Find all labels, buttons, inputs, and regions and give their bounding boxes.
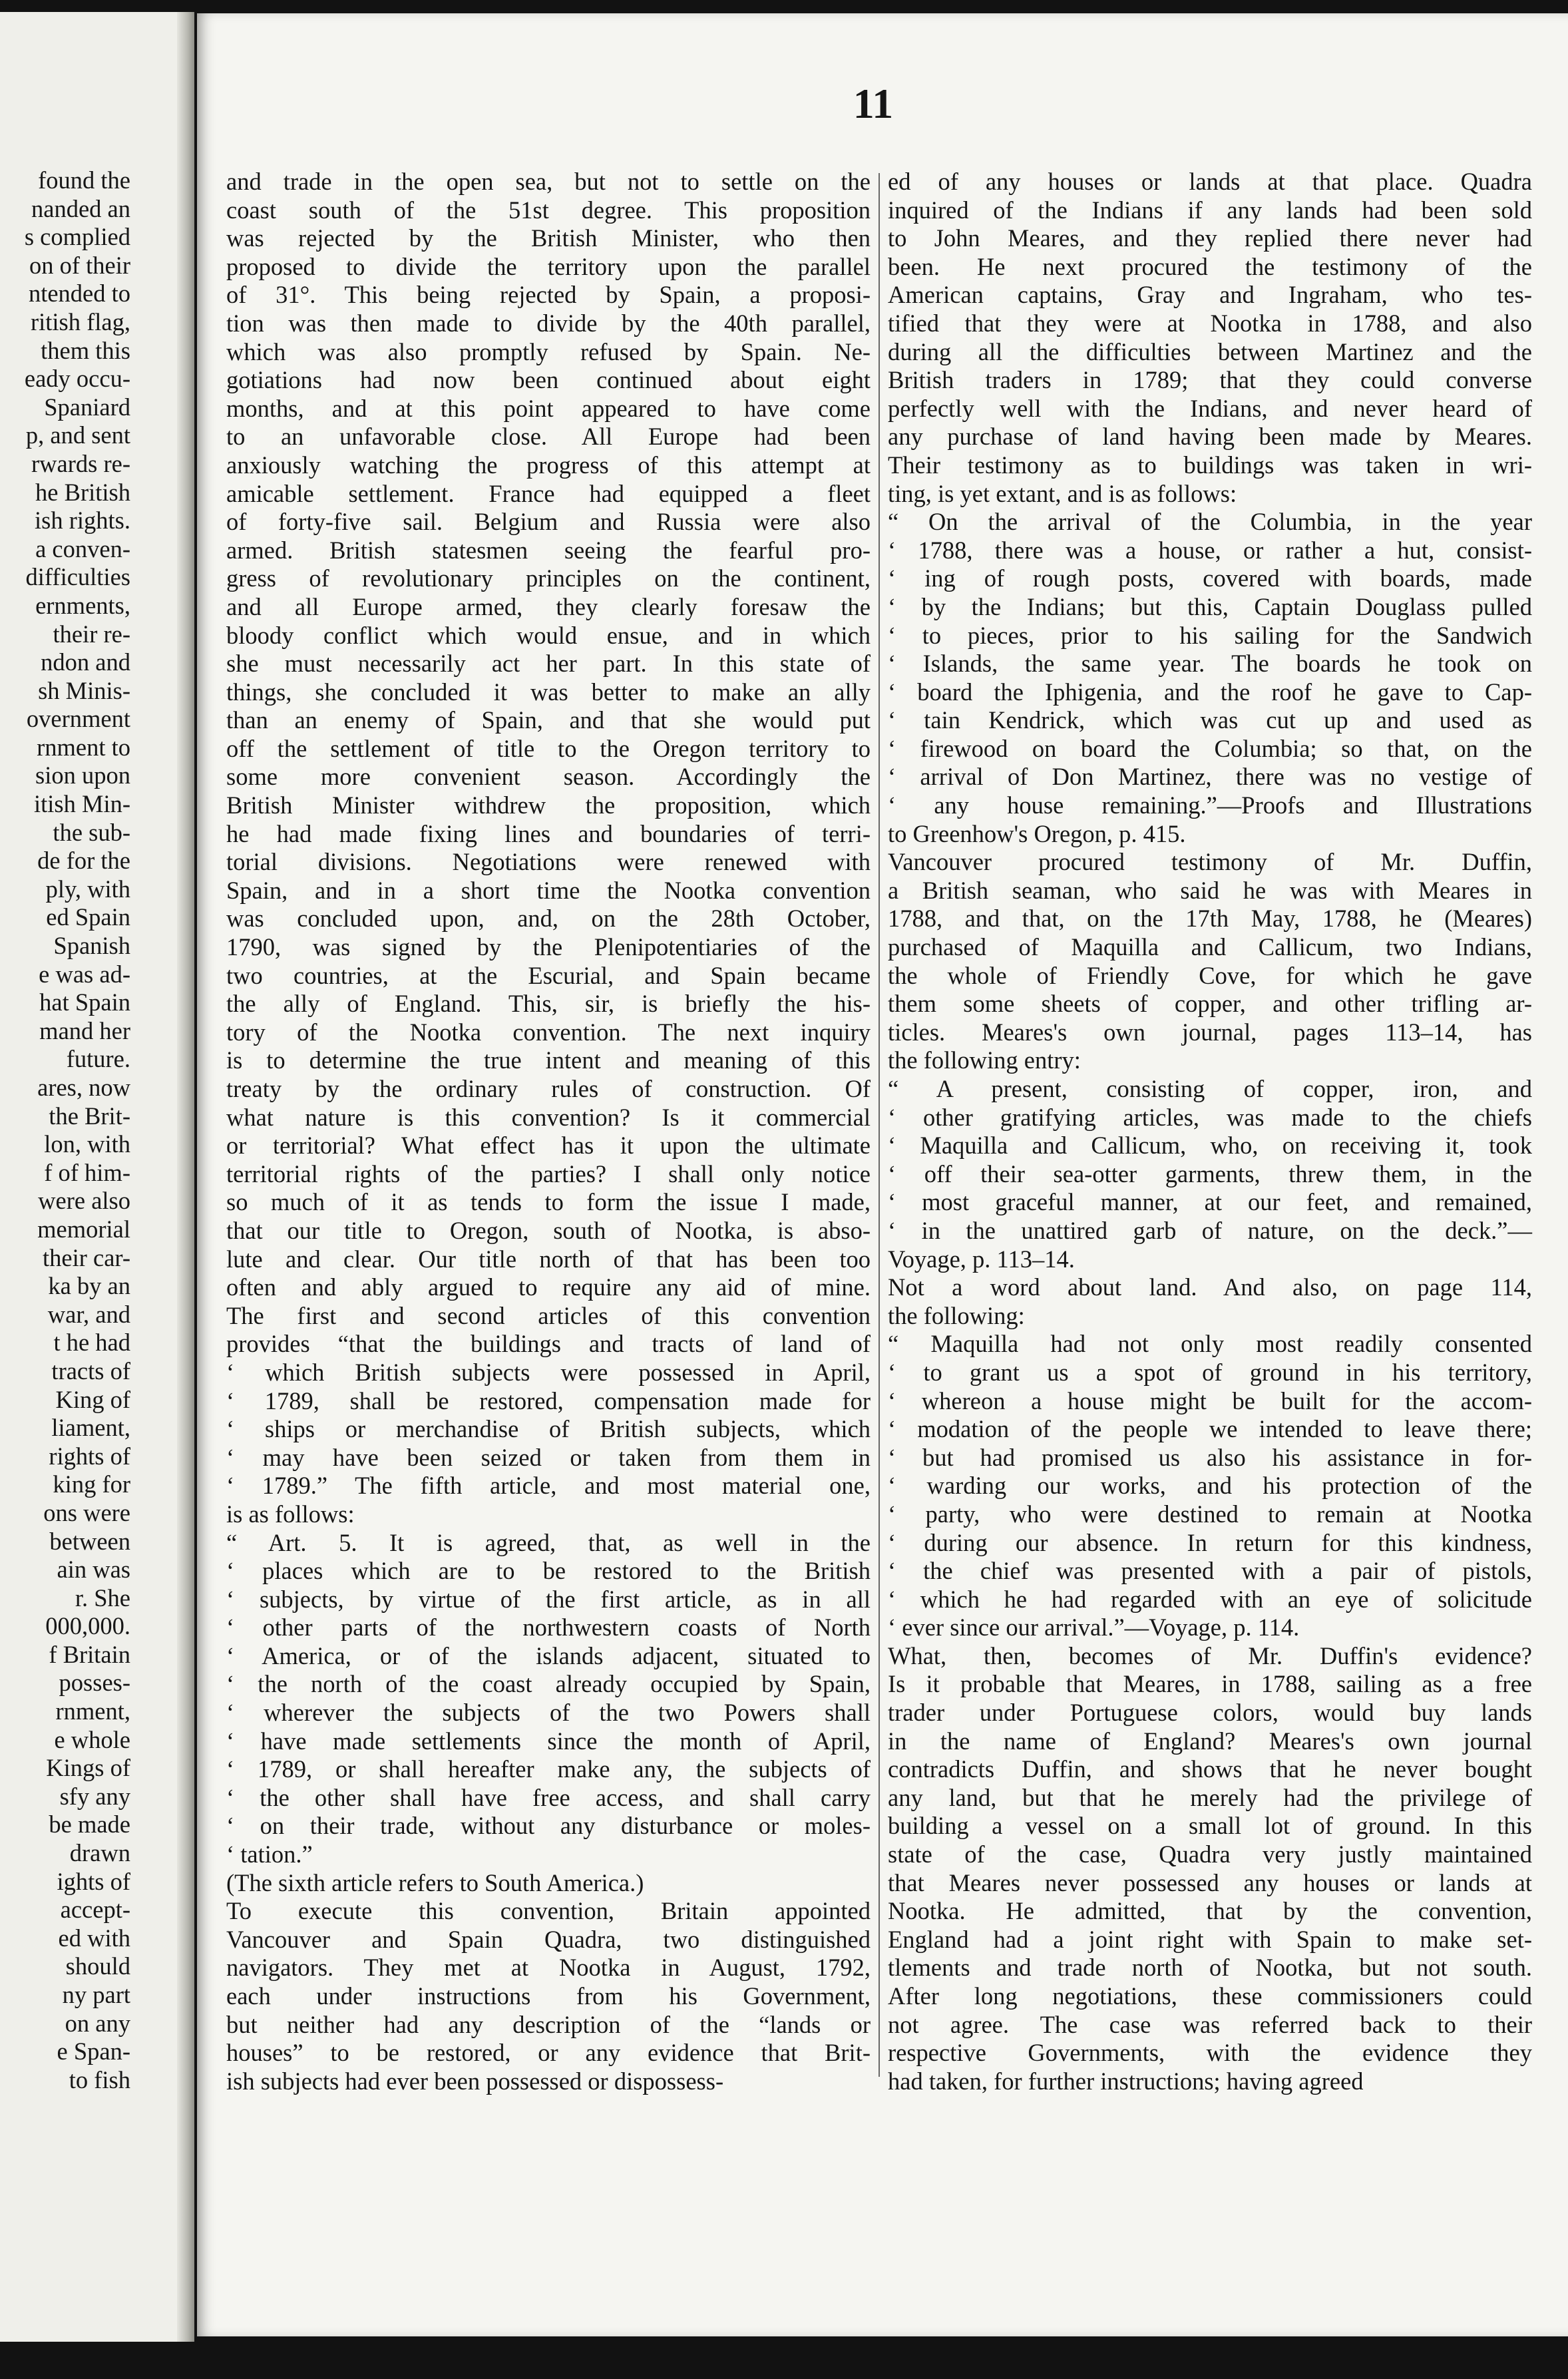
- fragment-line: sh Minis-: [38, 676, 130, 704]
- text-line: respective Governments, with the evidence they: [888, 2039, 1532, 2067]
- fragment-line: e whole: [54, 1725, 130, 1753]
- text-line: American captains, Gray and Ingraham, who tes-: [888, 281, 1532, 309]
- text-line: ‘ board the Iphigenia, and the roof he gave to Cap-: [888, 678, 1532, 706]
- right-column: [888, 168, 1532, 2095]
- fragment-line: ed Spain: [46, 903, 130, 931]
- fragment-line: the Brit-: [49, 1102, 130, 1130]
- fragment-line: e Span-: [57, 2038, 130, 2065]
- text-line: ‘ modation of the people we intended to leave there;: [888, 1415, 1532, 1443]
- text-line: or territorial? What effect has it upon the ultimate: [226, 1132, 871, 1160]
- text-line: ‘ subjects, by virtue of the first article, as in all: [226, 1585, 871, 1613]
- fragment-line: lon, with: [44, 1130, 130, 1158]
- text-line: been. He next procured the testimony of the: [888, 252, 1532, 280]
- text-line: contradicts Duffin, and shows that he never bought: [888, 1755, 1532, 1783]
- text-line: ‘ other gratifying articles, was made to the chiefs: [888, 1103, 1532, 1131]
- text-line: ‘ party, who were destined to remain at Nootka: [888, 1500, 1532, 1528]
- text-line: ‘ which he had regarded with an eye of solicitude: [888, 1585, 1532, 1613]
- text-line: two countries, at the Escurial, and Spain became: [226, 961, 871, 989]
- text-line: in the name of England? Meares's own journal: [888, 1727, 1532, 1755]
- text-line: “ Maquilla had not only most readily consented: [888, 1330, 1532, 1358]
- fragment-line: e was ad-: [39, 960, 130, 988]
- fragment-line: p, and sent: [25, 421, 130, 449]
- text-line: the following entry:: [888, 1046, 1081, 1074]
- text-line: What, then, becomes of Mr. Duffin's evidence?: [888, 1641, 1532, 1669]
- fragment-line: ain was: [57, 1556, 130, 1584]
- text-line: the following:: [888, 1301, 1025, 1329]
- text-line: so much of it as tends to form the issue I made,: [226, 1188, 871, 1216]
- text-line: any land, but that he merely had the privilege of: [888, 1783, 1532, 1811]
- text-line: of forty-five sail. Belgium and Russia were also: [226, 508, 871, 536]
- fragment-line: a conven-: [35, 535, 130, 562]
- left-column: [226, 168, 871, 2095]
- fragment-line: King of: [55, 1385, 130, 1413]
- fragment-line: ares, now: [37, 1074, 130, 1101]
- text-line: ‘ tation.”: [226, 1840, 313, 1868]
- text-line: them some sheets of copper, and other trifling ar-: [888, 990, 1532, 1018]
- text-line: ‘ by the Indians; but this, Captain Douglass pulled: [888, 592, 1532, 620]
- text-line: the whole of Friendly Cove, for which he gave: [888, 961, 1532, 989]
- text-line: Vancouver and Spain Quadra, two distinguished: [226, 1925, 871, 1953]
- text-line: ‘ Maquilla and Callicum, who, on receiving it, took: [888, 1132, 1532, 1160]
- fragment-line: posses-: [59, 1669, 130, 1697]
- text-line: torial divisions. Negotiations were renewed with: [226, 848, 871, 876]
- text-line: that Meares never possessed any houses or lands at: [888, 1868, 1532, 1896]
- fragment-line: liament,: [51, 1414, 130, 1442]
- text-line: ‘ during our absence. In return for this kindness,: [888, 1528, 1532, 1556]
- fragment-line: tracts of: [51, 1357, 130, 1385]
- text-line: which was also promptly refused by Spain. Ne-: [226, 337, 871, 365]
- text-line: provides “that the buildings and tracts of land of: [226, 1330, 871, 1358]
- text-line: ‘ ing of rough posts, covered with boards, made: [888, 564, 1532, 592]
- fragment-line: ndon and: [41, 648, 130, 676]
- text-line: ‘ have made settlements since the month of April,: [226, 1727, 871, 1755]
- text-line: Not a word about land. And also, on page 114,: [888, 1273, 1532, 1301]
- text-line: ‘ firewood on board the Columbia; so that, on the: [888, 734, 1532, 762]
- text-line: often and ably argued to require any aid of mine.: [226, 1273, 871, 1301]
- text-line: Vancouver procured testimony of Mr. Duffin,: [888, 848, 1532, 876]
- text-line: Nootka. He admitted, that by the convention,: [888, 1897, 1532, 1925]
- text-line: ‘ to grant us a spot of ground in his territory,: [888, 1358, 1532, 1386]
- text-line: ‘ off their sea-otter garments, threw them, in the: [888, 1160, 1532, 1188]
- text-line: he had made fixing lines and boundaries of terri-: [226, 819, 871, 847]
- fragment-line: their re-: [53, 620, 130, 648]
- text-line: ‘ 1788, there was a house, or rather a hut, consist-: [888, 536, 1532, 564]
- text-line: tion was then made to divide by the 40th parallel,: [226, 309, 871, 337]
- text-line: proposed to divide the territory upon the parallel: [226, 252, 871, 280]
- fragment-line: on any: [65, 2009, 130, 2037]
- fragment-line: r. She: [75, 1584, 130, 1612]
- fragment-line: ritish flag,: [30, 308, 130, 335]
- fragment-line: 000,000.: [45, 1612, 130, 1640]
- text-line: 1790, was signed by the Plenipotentiaries of the: [226, 933, 871, 961]
- text-line: territorial rights of the parties? I shall only notice: [226, 1160, 871, 1188]
- text-line: amicable settlement. France had equipped a fleet: [226, 479, 871, 507]
- text-line: things, she concluded it was better to make an ally: [226, 678, 871, 706]
- text-line: houses” to be restored, or any evidence that Brit-: [226, 2039, 871, 2067]
- text-line: ‘ arrival of Don Martinez, there was no vestige of: [888, 763, 1532, 791]
- text-line: To execute this convention, Britain appointed: [226, 1897, 871, 1925]
- text-line: of 31°. This being rejected by Spain, a proposi-: [226, 281, 871, 309]
- text-line: tlements and trade north of Nootka, but not south.: [888, 1954, 1532, 1982]
- fragment-line: ny part: [62, 1981, 130, 2008]
- text-line: trader under Portuguese colors, would buy lands: [888, 1699, 1532, 1727]
- text-line: (The sixth article refers to South America.): [226, 1868, 644, 1896]
- text-line: lute and clear. Our title north of that has been too: [226, 1245, 871, 1273]
- text-line: ‘ ever since our arrival.”—Voyage, p. 114.: [888, 1614, 1300, 1641]
- text-line: gotiations had now been continued about eight: [226, 366, 871, 394]
- text-line: Voyage, p. 113–14.: [888, 1245, 1075, 1273]
- fragment-line: them this: [41, 336, 130, 364]
- text-line: bloody conflict which would ensue, and in which: [226, 621, 871, 649]
- fragment-line: to fish: [69, 2065, 130, 2093]
- text-line: months, and at this point appeared to have come: [226, 394, 871, 422]
- fragment-line: rights of: [49, 1442, 130, 1470]
- fragment-line: were also: [38, 1187, 130, 1215]
- text-line: ‘ wherever the subjects of the two Powers shall: [226, 1699, 871, 1727]
- fragment-line: ply, with: [45, 875, 130, 903]
- text-line: armed. British statesmen seeing the fearful pro-: [226, 536, 871, 564]
- text-line: building a vessel on a small lot of ground. In this: [888, 1812, 1532, 1840]
- fragment-line: f Britain: [49, 1640, 130, 1668]
- fragment-line: rwards re-: [31, 449, 130, 477]
- fragment-line: accept-: [60, 1896, 130, 1924]
- text-line: some more convenient season. Accordingly the: [226, 763, 871, 791]
- text-line: during all the difficulties between Martinez and the: [888, 337, 1532, 365]
- previous-page-column: [0, 166, 130, 2094]
- text-line: off the settlement of title to the Oregon territory to: [226, 734, 871, 762]
- fragment-line: the sub-: [53, 818, 130, 846]
- fragment-line: mand her: [39, 1016, 130, 1044]
- fragment-line: memorial: [37, 1215, 130, 1243]
- text-line: inquired of the Indians if any lands had been sold: [888, 196, 1532, 224]
- text-line: ‘ America, or of the islands adjacent, situated to: [226, 1641, 871, 1669]
- fragment-line: ons were: [43, 1498, 130, 1526]
- text-line: ‘ Islands, the same year. The boards he took on: [888, 650, 1532, 678]
- text-line: purchased of Maquilla and Callicum, two Indians,: [888, 933, 1532, 961]
- text-line: British Minister withdrew the proposition, which: [226, 791, 871, 819]
- fragment-line: drawn: [69, 1839, 130, 1867]
- text-line: The first and second articles of this convention: [226, 1301, 871, 1329]
- text-line: and trade in the open sea, but not to settle on the: [226, 168, 871, 195]
- text-line: ‘ warding our works, and his protection of the: [888, 1472, 1532, 1500]
- text-line: to Greenhow's Oregon, p. 415.: [888, 819, 1186, 847]
- text-line: is to determine the true intent and meaning of this: [226, 1046, 871, 1074]
- text-line: England had a joint right with Spain to make set-: [888, 1925, 1532, 1953]
- page-number: 11: [853, 80, 894, 127]
- text-line: ting, is yet extant, and is as follows:: [888, 479, 1237, 507]
- fragment-line: overnment: [26, 705, 130, 733]
- text-line: that our title to Oregon, south of Nootka, is abso-: [226, 1216, 871, 1244]
- fragment-line: itish Min-: [33, 790, 130, 818]
- text-line: tory of the Nootka convention. The next inquiry: [226, 1018, 871, 1046]
- fragment-line: sion upon: [35, 761, 130, 789]
- text-line: British traders in 1789; that they could converse: [888, 366, 1532, 394]
- text-line: Their testimony as to buildings was taken in wri-: [888, 451, 1532, 479]
- text-line: anxiously watching the progress of this attempt at: [226, 451, 871, 479]
- previous-page-fragment: [0, 12, 194, 2342]
- fragment-line: f of him-: [44, 1158, 130, 1186]
- text-line: navigators. They met at Nootka in August, 1792,: [226, 1954, 871, 1982]
- text-line: any purchase of land having been made by Meares.: [888, 423, 1532, 451]
- text-line: Is it probable that Meares, in 1788, sailing as a free: [888, 1670, 1532, 1698]
- text-line: “ A present, consisting of copper, iron, and: [888, 1075, 1532, 1102]
- text-line: what nature is this convention? Is it commercial: [226, 1103, 871, 1131]
- fragment-line: rnment,: [55, 1697, 130, 1725]
- text-line: was rejected by the British Minister, who then: [226, 224, 871, 252]
- text-line: ‘ 1789.” The fifth article, and most material one,: [226, 1472, 871, 1500]
- text-line: ish subjects had ever been possessed or dispossess-: [226, 2067, 724, 2095]
- text-line: ‘ the north of the coast already occupied by Spain,: [226, 1670, 871, 1698]
- fragment-line: on of their: [29, 251, 130, 279]
- text-line: 1788, and that, on the 17th May, 1788, he (Meares): [888, 905, 1532, 933]
- text-line: is as follows:: [226, 1500, 355, 1528]
- text-line: ‘ whereon a house might be built for the accom-: [888, 1387, 1532, 1414]
- text-line: ‘ 1789, or shall hereafter make any, the subjects of: [226, 1755, 871, 1783]
- text-line: ‘ ships or merchandise of British subjects, which: [226, 1415, 871, 1443]
- text-line: ‘ any house remaining.”—Proofs and Illustrations: [888, 791, 1532, 819]
- text-line: the ally of England. This, sir, is briefly the his-: [226, 990, 871, 1018]
- text-line: ‘ in the unattired garb of nature, on the deck.”—: [888, 1216, 1532, 1244]
- text-line: ‘ 1789, shall be restored, compensation made for: [226, 1387, 871, 1414]
- fragment-line: s complied: [24, 223, 130, 251]
- fragment-line: be made: [49, 1811, 130, 1838]
- fragment-line: found the: [38, 166, 130, 194]
- fragment-line: difficulties: [25, 563, 130, 591]
- page-gutter: [177, 12, 194, 2342]
- text-line: ‘ which British subjects were possessed in April,: [226, 1358, 871, 1386]
- fragment-line: eady occu-: [24, 365, 130, 393]
- text-line: ed of any houses or lands at that place. Quadra: [888, 168, 1532, 195]
- page: [197, 13, 1568, 2336]
- text-line: ‘ other parts of the northwestern coasts of North: [226, 1614, 871, 1641]
- fragment-line: ights of: [57, 1867, 130, 1895]
- column-rule: [879, 173, 880, 2077]
- text-line: ‘ on their trade, without any disturbance or moles-: [226, 1812, 871, 1840]
- text-line: to John Meares, and they replied there never had: [888, 224, 1532, 252]
- fragment-line: ka by an: [48, 1272, 130, 1300]
- fragment-line: he British: [35, 478, 130, 506]
- text-line: tified that they were at Nootka in 1788, and also: [888, 309, 1532, 337]
- fragment-line: king for: [53, 1470, 130, 1498]
- text-line: treaty by the ordinary rules of construction. Of: [226, 1075, 871, 1102]
- fragment-line: hat Spain: [39, 988, 130, 1016]
- fragment-line: their car-: [43, 1243, 130, 1271]
- text-line: not agree. The case was referred back to their: [888, 2010, 1532, 2038]
- fragment-line: Spaniard: [44, 393, 130, 421]
- fragment-line: ntended to: [28, 280, 130, 308]
- text-line: she must necessarily act her part. In this state of: [226, 650, 871, 678]
- text-line: ‘ tain Kendrick, which was cut up and used as: [888, 706, 1532, 734]
- text-line: and all Europe armed, they clearly foresaw the: [226, 592, 871, 620]
- text-line: ticles. Meares's own journal, pages 113–14, has: [888, 1018, 1532, 1046]
- text-line: ‘ the chief was presented with a pair of pistols,: [888, 1557, 1532, 1585]
- fragment-line: ed with: [58, 1924, 130, 1952]
- text-line: but neither had any description of the “lands or: [226, 2010, 871, 2038]
- text-line: ‘ the other shall have free access, and shall carry: [226, 1783, 871, 1811]
- text-line: ‘ most graceful manner, at our feet, and remained,: [888, 1188, 1532, 1216]
- fragment-line: de for the: [37, 847, 130, 875]
- text-line: state of the case, Quadra very justly maintained: [888, 1840, 1532, 1868]
- text-line: After long negotiations, these commissioners could: [888, 1982, 1532, 2010]
- fragment-line: t he had: [53, 1329, 130, 1357]
- fragment-line: future.: [66, 1045, 130, 1073]
- text-line: each under instructions from his Government,: [226, 1982, 871, 2010]
- text-line: ‘ may have been seized or taken from them in: [226, 1443, 871, 1471]
- text-line: ‘ but had promised us also his assistance in for-: [888, 1443, 1532, 1471]
- text-line: than an enemy of Spain, and that she would put: [226, 706, 871, 734]
- fragment-line: war, and: [47, 1300, 130, 1328]
- fragment-line: should: [65, 1952, 130, 1980]
- fragment-line: Spanish: [53, 932, 130, 960]
- text-line: “ On the arrival of the Columbia, in the year: [888, 508, 1532, 536]
- text-line: ‘ places which are to be restored to the British: [226, 1557, 871, 1585]
- text-line: was concluded upon, and, on the 28th October,: [226, 905, 871, 933]
- text-line: “ Art. 5. It is agreed, that, as well in the: [226, 1528, 871, 1556]
- fragment-line: rnment to: [37, 733, 130, 761]
- text-line: a British seaman, who said he was with Meares in: [888, 876, 1532, 904]
- text-line: coast south of the 51st degree. This proposition: [226, 196, 871, 224]
- text-line: perfectly well with the Indians, and never heard of: [888, 394, 1532, 422]
- text-line: gress of revolutionary principles on the continent,: [226, 564, 871, 592]
- fragment-line: sfy any: [59, 1782, 130, 1810]
- fragment-line: ernments,: [35, 591, 130, 619]
- text-line: had taken, for further instructions; having agreed: [888, 2067, 1364, 2095]
- text-line: Spain, and in a short time the Nootka convention: [226, 876, 871, 904]
- fragment-line: nanded an: [31, 194, 130, 222]
- fragment-line: between: [49, 1527, 130, 1555]
- fragment-line: ish rights.: [35, 507, 130, 535]
- fragment-line: Kings of: [46, 1754, 130, 1782]
- text-line: to an unfavorable close. All Europe had been: [226, 423, 871, 451]
- text-line: ‘ to pieces, prior to his sailing for the Sandwich: [888, 621, 1532, 649]
